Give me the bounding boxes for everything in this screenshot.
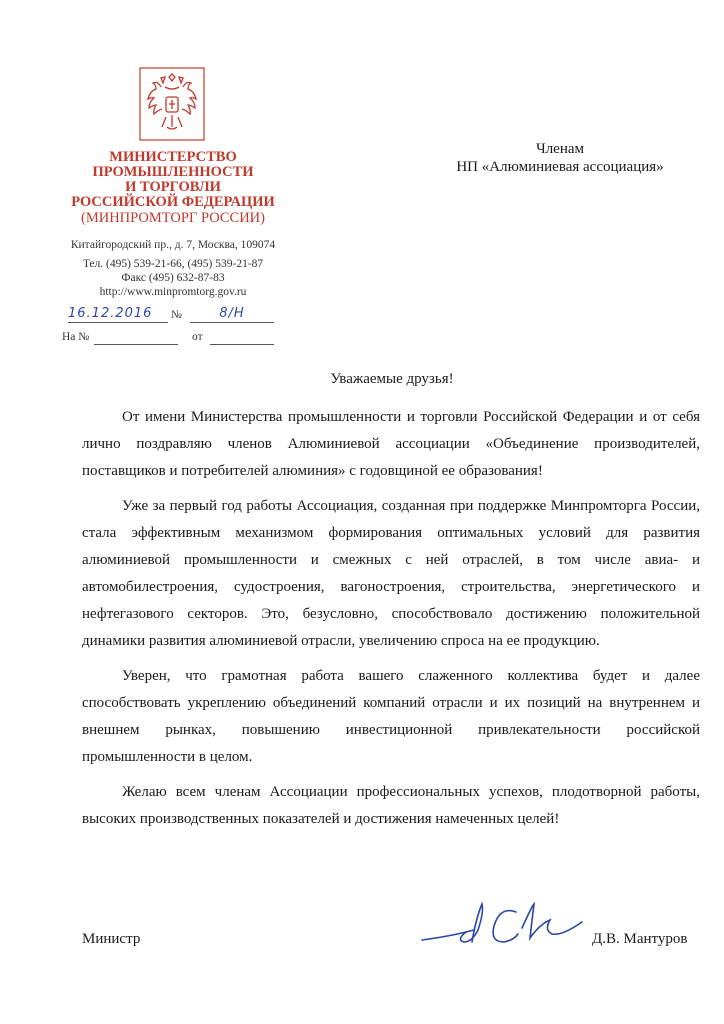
ministry-line: МИНИСТЕРСТВО <box>109 149 237 165</box>
ministry-line: ПРОМЫШЛЕННОСТИ <box>92 164 254 180</box>
recipient-line: НП «Алюминиевая ассоциация» <box>456 159 664 175</box>
address: Китайгородский пр., д. 7, Москва, 109074 <box>70 239 276 251</box>
ministry-name <box>62 150 284 226</box>
registration-block <box>62 306 278 350</box>
paragraph: Желаю всем членам Ассоциации профессиональных успехов, плодотворной работы, высоких производственных показателей и достижения намеченных целей! <box>82 784 700 827</box>
paragraph: Уверен, что грамотная работа вашего слаженного коллектива будет и далее способствовать укреплению объединений компаний отрасли и их позиций на внутреннем и внешнем рынках, повышению инвестиционной привлекательности российской промышленности в целом. <box>82 668 700 765</box>
handwritten-signature <box>418 898 588 958</box>
ministry-line: И ТОРГОВЛИ <box>125 179 221 195</box>
signatory-name: Д.В. Мантуров <box>592 931 688 947</box>
number-sign: № <box>171 309 182 321</box>
ministry-line: РОССИЙСКОЙ ФЕДЕРАЦИИ <box>71 194 275 210</box>
phone: Тел. (495) 539-21-66, (495) 539-21-87 <box>82 258 264 270</box>
recipient-block <box>430 140 690 176</box>
contact-block <box>62 238 284 299</box>
reference-number-line <box>94 328 178 345</box>
registration-number: 8/Н <box>190 306 274 323</box>
reference-from-label: от <box>192 331 203 343</box>
signatory-title: Министр <box>82 931 141 947</box>
fax: Факс (495) 632-87-83 <box>121 272 225 284</box>
paragraph: От имени Министерства промышленности и торговли Российской Федерации и от себя лично поздравляю членов Алюминиевой ассоциации «Объединение производителей, поставщиков и потребителей алюминия» с годовщиной ее образования! <box>82 409 700 479</box>
reference-label: На № <box>62 331 90 343</box>
recipient-line: Членам <box>535 141 585 157</box>
registration-date: 16.12.2016 <box>68 306 168 323</box>
ministry-short-name: (МИНПРОМТОРГ РОССИИ) <box>81 210 265 226</box>
paragraph: Уже за первый год работы Ассоциация, созданная при поддержке Минпромторга России, стала эффективным механизмом формирования оптимальных условий для развития алюминиевой промышленности и смежных с ней отраслей, в том числе авиа- и автомобилестроения, судостроения, вагоностроения, строительства, энергетического и нефтегазового секторов. Это, безусловно, способствовало достижению положительной динамики развития алюминиевой отрасли, увеличению спроса на ее продукцию. <box>82 498 700 649</box>
coat-of-arms-emblem <box>139 67 205 141</box>
website: http://www.minpromtorg.gov.ru <box>99 286 247 298</box>
reference-date-line <box>210 328 274 345</box>
letter-body <box>82 404 700 841</box>
greeting: Уважаемые друзья! <box>330 371 454 387</box>
